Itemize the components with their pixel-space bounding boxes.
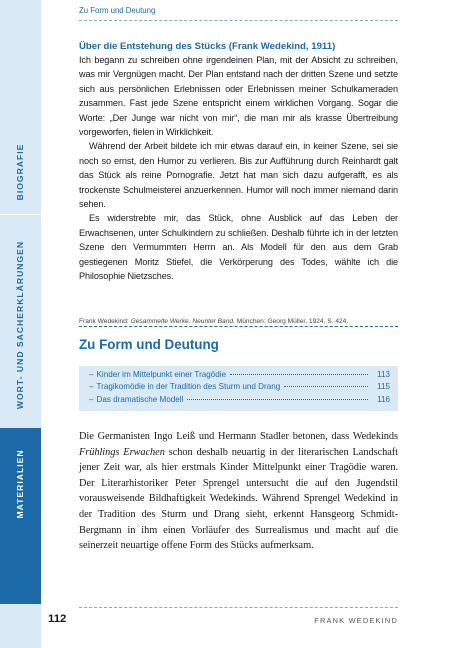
header-rule: [79, 20, 398, 21]
toc-leader: [187, 399, 368, 400]
body-text-part: schon deshalb neuartig in der literarischen Landschaft jener Zeit war, als hier erstmals Kinder Mittelpunkt einer Tragödie waren. Der Literarhistoriker Peter Sprengel untersucht die auf den Jugendstil vorausweisende Bildhaftigkeit Wedekinds. Während Sprengel Wedekind in der Tradition des Sturm und Drang sieht, erkennt Hansgeorg Schmidt-Bergmann in ihm einen Vorläufer des Surrealismus und macht auf die seinerzeit neuartige offene Form des Stücks aufmerksam.: [79, 446, 398, 552]
quote-paragraph: Es widerstrebte mir, das Stück, ohne Ausblick auf das Leben der Erwachsenen, unter Schulkindern zu schließen. Deshalb führte ich in der letzten Szene den Vermummten Herrn an. Als Modell für den aus dem Grab gestiegenen Moritz Stiefel, die Verkörperung des Todes, wählte ich die Philosophie Nietzsches.: [79, 213, 398, 282]
section-title: Zu Form und Deutung: [79, 337, 219, 352]
toc-leader: [284, 386, 368, 387]
toc-dash: –: [89, 370, 94, 379]
quote-source: [79, 318, 409, 325]
body-paragraph: [79, 429, 398, 554]
toc-dash: –: [89, 382, 94, 392]
quote-heading: Über die Entstehung des Stücks (Frank Wedekind, 1911): [79, 41, 336, 52]
toc-item[interactable]: [89, 382, 390, 394]
quote-block: [79, 40, 398, 284]
toc-leader: [230, 374, 368, 375]
toc-item-page: 113: [377, 370, 390, 379]
body-text-part: Die Germanisten Ingo Leiß und Hermann Stadler betonen, dass Wedekinds: [79, 431, 398, 442]
running-title: Zu Form und Deutung: [79, 6, 156, 15]
sidebar: [0, 0, 41, 648]
toc-item[interactable]: [89, 370, 390, 382]
sidebar-tab-biografie[interactable]: BIOGRAFIE: [15, 143, 25, 201]
source-author: Frank Wedekind:: [79, 318, 131, 325]
source-publisher: München: Georg Müller, 1924, S. 424.: [234, 318, 349, 325]
sidebar-separator: [0, 214, 41, 215]
table-of-contents: [79, 366, 398, 411]
section-rule: [79, 326, 398, 327]
play-title: Frühlings Erwachen: [79, 446, 165, 458]
toc-item-page: 116: [377, 394, 390, 404]
footer-title: FRANK WEDEKIND: [314, 616, 398, 625]
sidebar-tab-wort-und-sacherklaerungen[interactable]: WORT- UND SACHERKLÄRUNGEN: [15, 240, 25, 410]
source-title: Gesammelte Werke. Neunter Band.: [130, 318, 235, 325]
footer-rule: [79, 607, 398, 608]
sidebar-tab-materialien[interactable]: MATERIALIEN: [15, 449, 25, 519]
toc-item-page: 115: [377, 382, 390, 392]
toc-item-label: Das dramatische Modell: [96, 394, 184, 404]
quote-paragraph: Ich begann zu schreiben ohne irgendeinen Plan, mit der Absicht zu schreiben, was mir Vergnügen macht. Der Plan entstand nach der dritten Szene und setzte sich aus persönlichen Erlebnissen oder Erlebnissen meiner Schulkameraden zusammen. Fast jede Szene entspricht einem wirklichen Vorgang. Sogar die Worte: „Der Junge war nicht von mir“, die man mir als krasse Übertreibung vorgeworfen, fielen in Wirklichkeit.: [79, 55, 398, 138]
page-number: 112: [48, 613, 67, 625]
toc-item[interactable]: [89, 395, 390, 407]
toc-item-label: Tragikomödie in der Tradition des Sturm und Drang: [96, 382, 281, 392]
toc-item-label: Kinder im Mittelpunkt einer Tragödie: [96, 370, 227, 379]
quote-paragraph: Während der Arbeit bildete ich mir etwas darauf ein, in keiner Szene, sei sie noch so ernst, den Humor zu verlieren. Bis zur Aufführung durch Reinhardt galt das Stück als reine Pornografie. Jetzt hat man sich dazu aufgerafft, es als trockenste Schulmeisterei anzuerkennen. Humor will noch immer niemand darin sehen.: [79, 141, 398, 210]
toc-dash: –: [89, 394, 94, 404]
